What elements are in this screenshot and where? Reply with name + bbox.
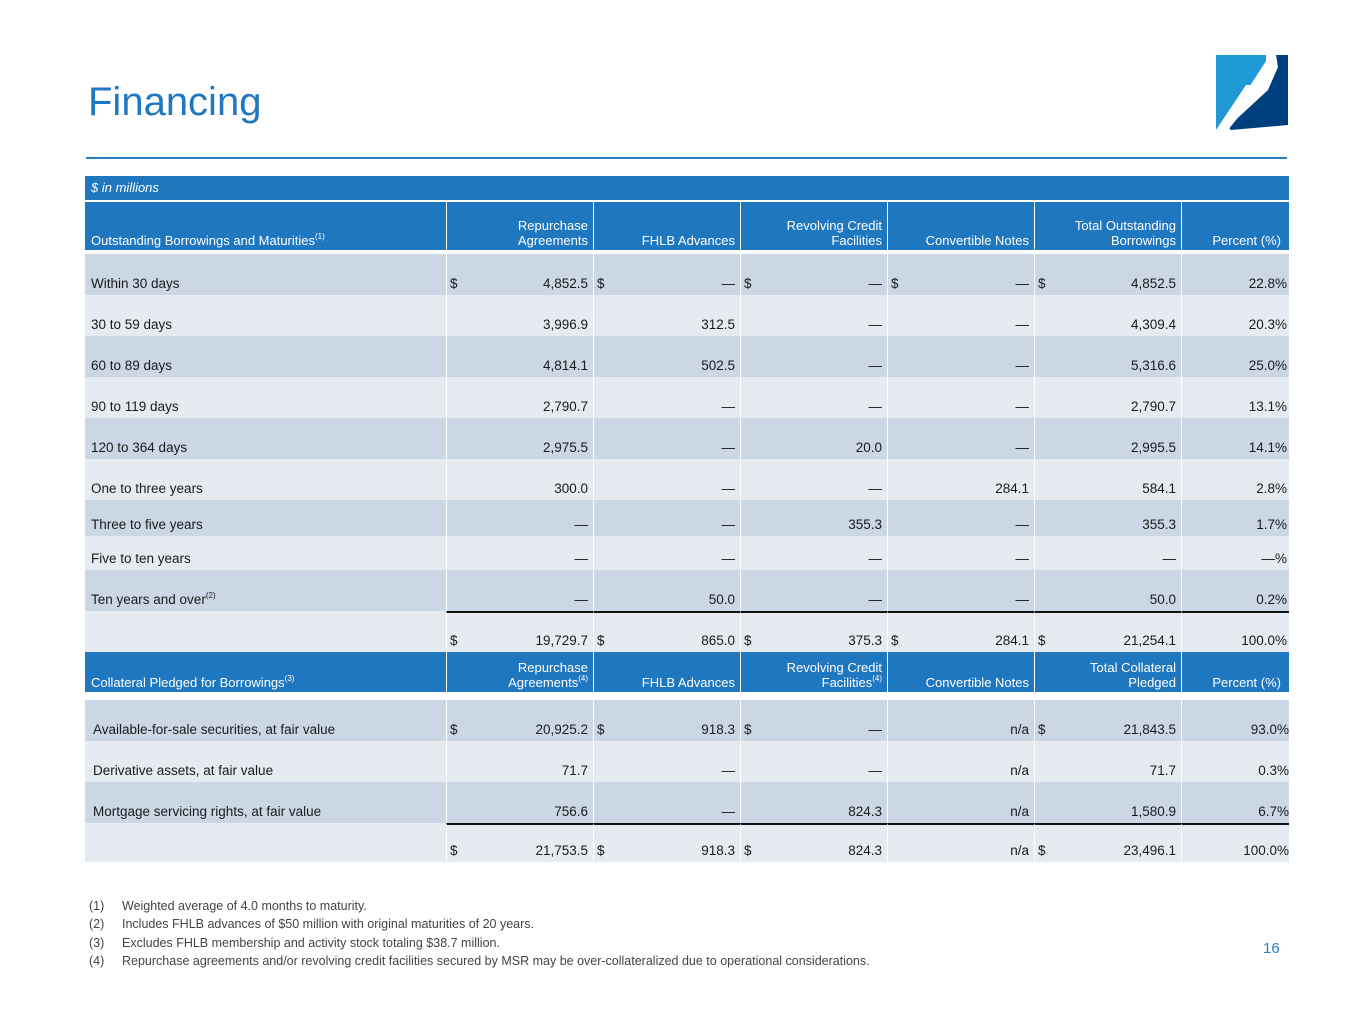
total-cell: $ 918.3	[593, 823, 740, 862]
borrowings-row	[85, 254, 1289, 295]
total-cell: $ 824.3	[740, 823, 887, 862]
row-label: Mortgage servicing rights, at fair value	[85, 782, 446, 823]
footnote-text: Excludes FHLB membership and activity stock totaling $38.7 million.	[122, 935, 500, 950]
row-label: Within 30 days	[85, 254, 446, 295]
collateral-row	[85, 782, 1289, 823]
unit-label: $ in millions	[85, 176, 1289, 202]
row-label: Ten years and over$^{(2)}$	[85, 570, 446, 611]
row-value: $ 4,852.5	[1034, 254, 1181, 295]
row-value: 2,975.5	[446, 418, 593, 459]
row-value: 312.5	[593, 295, 740, 336]
row-value: $ 4,852.5	[446, 254, 593, 295]
collateral-header-row	[85, 652, 1289, 696]
row-value: 355.3	[740, 500, 887, 536]
total-cell: $ 23,496.1	[1034, 823, 1181, 862]
row-value: 20.3%	[1181, 295, 1289, 336]
company-logo	[1216, 55, 1288, 130]
header-fhlb: FHLB Advances	[593, 202, 740, 250]
row-value: —	[593, 377, 740, 418]
footnote	[89, 934, 870, 952]
footnote-text: Weighted average of 4.0 months to maturity.	[122, 899, 367, 913]
row-label: One to three years	[85, 459, 446, 500]
row-value: 0.3 %	[1181, 741, 1289, 782]
header-percent: Percent (%)	[1181, 202, 1289, 250]
row-value: $ 918.3	[593, 700, 740, 741]
header-percent: Percent (%)	[1181, 652, 1289, 692]
row-value: 824.3	[740, 782, 887, 823]
header-repurchase: Repurchase Agreements$^{(4)}$	[446, 652, 593, 692]
row-value: —	[446, 500, 593, 536]
row-value: 3,996.9	[446, 295, 593, 336]
row-value: —	[887, 295, 1034, 336]
collateral-header-label: Collateral Pledged for Borrowings$^{(3)}$	[85, 652, 446, 692]
row-label: 90 to 119 days	[85, 377, 446, 418]
row-value: 284.1	[887, 459, 1034, 500]
total-cell: n/a	[887, 823, 1034, 862]
row-value: —	[887, 418, 1034, 459]
borrowings-row	[85, 336, 1289, 377]
row-value: —%	[1181, 536, 1289, 570]
total-cell: 100.0%	[1181, 611, 1289, 652]
page-number: 16	[1263, 940, 1280, 957]
total-cell: $ 375.3	[740, 611, 887, 652]
header-revolving: Revolving Credit Facilities$^{(4)}$	[740, 652, 887, 692]
row-value: 20.0	[740, 418, 887, 459]
row-value: 355.3	[1034, 500, 1181, 536]
row-value: —	[593, 741, 740, 782]
financing-table	[85, 176, 1289, 862]
row-label: 120 to 364 days	[85, 418, 446, 459]
row-label: Available-for-sale securities, at fair value	[85, 700, 446, 741]
row-value: —	[593, 500, 740, 536]
total-cell: $ 865.0	[593, 611, 740, 652]
borrowings-row	[85, 536, 1289, 570]
row-value: $ —	[593, 254, 740, 295]
total-cell: $ 284.1	[887, 611, 1034, 652]
row-value: —	[593, 459, 740, 500]
row-value: —	[1034, 536, 1181, 570]
row-value: $ —	[740, 254, 887, 295]
footnote-text: Repurchase agreements and/or revolving credit facilities secured by MSR may be over-collateralized due to operational considerations.	[122, 953, 870, 968]
total-cell: $ 21,753.5	[446, 823, 593, 862]
row-value: n/a	[887, 700, 1034, 741]
row-value: —	[740, 336, 887, 377]
row-value: 93.0 %	[1181, 700, 1289, 741]
row-value: 1,580.9	[1034, 782, 1181, 823]
header-total: Total Outstanding Borrowings	[1034, 202, 1181, 250]
footnote-text: Includes FHLB advances of $50 million with original maturities of 20 years.	[122, 917, 535, 932]
borrowings-row	[85, 377, 1289, 418]
row-value: 13.1%	[1181, 377, 1289, 418]
row-value: 25.0%	[1181, 336, 1289, 377]
footnote	[89, 952, 870, 970]
collateral-row	[85, 741, 1289, 782]
row-value: 4,814.1	[446, 336, 593, 377]
header-convertible: Convertible Notes	[887, 652, 1034, 692]
row-label: Derivative assets, at fair value	[85, 741, 446, 782]
row-value: n/a	[887, 782, 1034, 823]
page-title: Financing	[88, 80, 262, 124]
footnotes	[89, 897, 870, 970]
row-value: —	[740, 459, 887, 500]
row-value: 2.8%	[1181, 459, 1289, 500]
row-value: —	[740, 570, 887, 611]
row-value: $ —	[887, 254, 1034, 295]
total-cell: $ 21,254.1	[1034, 611, 1181, 652]
row-label: 30 to 59 days	[85, 295, 446, 336]
borrowings-row	[85, 570, 1289, 611]
row-value: —	[740, 741, 887, 782]
row-value: —	[593, 418, 740, 459]
row-value: 0.2%	[1181, 570, 1289, 611]
row-value: —	[887, 570, 1034, 611]
header-revolving: Revolving Credit Facilities	[740, 202, 887, 250]
row-value: 71.7	[446, 741, 593, 782]
borrowings-row	[85, 295, 1289, 336]
row-value: 300.0	[446, 459, 593, 500]
row-value: —	[593, 782, 740, 823]
collateral-row	[85, 700, 1289, 741]
total-cell: 100.0 %	[1181, 823, 1289, 862]
borrowings-row	[85, 459, 1289, 500]
row-value: 4,309.4	[1034, 295, 1181, 336]
row-label: 60 to 89 days	[85, 336, 446, 377]
row-value: $ 20,925.2	[446, 700, 593, 741]
row-value: —	[446, 536, 593, 570]
borrowings-row	[85, 500, 1289, 536]
footnote-number: (3)	[89, 935, 105, 950]
row-value: 584.1	[1034, 459, 1181, 500]
row-value: 2,790.7	[1034, 377, 1181, 418]
row-value: —	[887, 500, 1034, 536]
total-cell: $ 19,729.7	[446, 611, 593, 652]
footnote	[89, 915, 870, 933]
row-value: 5,316.6	[1034, 336, 1181, 377]
row-value: —	[740, 295, 887, 336]
total-label-cell	[85, 823, 446, 862]
title-divider	[86, 157, 1287, 159]
row-value: $ —	[740, 700, 887, 741]
row-value: —	[740, 536, 887, 570]
row-value: —	[446, 570, 593, 611]
row-value: 502.5	[593, 336, 740, 377]
borrowings-row	[85, 418, 1289, 459]
borrowings-header-row	[85, 202, 1289, 254]
row-label: Three to five years	[85, 500, 446, 536]
header-repurchase: Repurchase Agreements	[446, 202, 593, 250]
row-value: n/a	[887, 741, 1034, 782]
header-fhlb: FHLB Advances	[593, 652, 740, 692]
row-value: $ 21,843.5	[1034, 700, 1181, 741]
header-convertible: Convertible Notes	[887, 202, 1034, 250]
row-value: 756.6	[446, 782, 593, 823]
header-total: Total Collateral Pledged	[1034, 652, 1181, 692]
row-value: —	[740, 377, 887, 418]
footnote-number: (1)	[89, 899, 105, 913]
row-value: —	[887, 336, 1034, 377]
collateral-total-row	[85, 823, 1289, 862]
footnote	[89, 897, 870, 915]
row-value: 2,995.5	[1034, 418, 1181, 459]
borrowings-total-row	[85, 611, 1289, 652]
row-value: 14.1%	[1181, 418, 1289, 459]
total-label-cell	[85, 611, 446, 652]
row-value: 2,790.7	[446, 377, 593, 418]
row-value: —	[887, 377, 1034, 418]
footnote-number: (4)	[89, 953, 105, 968]
row-value: 1.7%	[1181, 500, 1289, 536]
borrowings-header-label: Outstanding Borrowings and Maturities$^{(1)}$	[85, 202, 446, 250]
row-value: 71.7	[1034, 741, 1181, 782]
footnote-number: (2)	[89, 917, 105, 932]
row-value: —	[593, 536, 740, 570]
row-label: Five to ten years	[85, 536, 446, 570]
row-value: 6.7 %	[1181, 782, 1289, 823]
row-value: 50.0	[593, 570, 740, 611]
row-value: —	[887, 536, 1034, 570]
row-value: 22.8%	[1181, 254, 1289, 295]
row-value: 50.0	[1034, 570, 1181, 611]
